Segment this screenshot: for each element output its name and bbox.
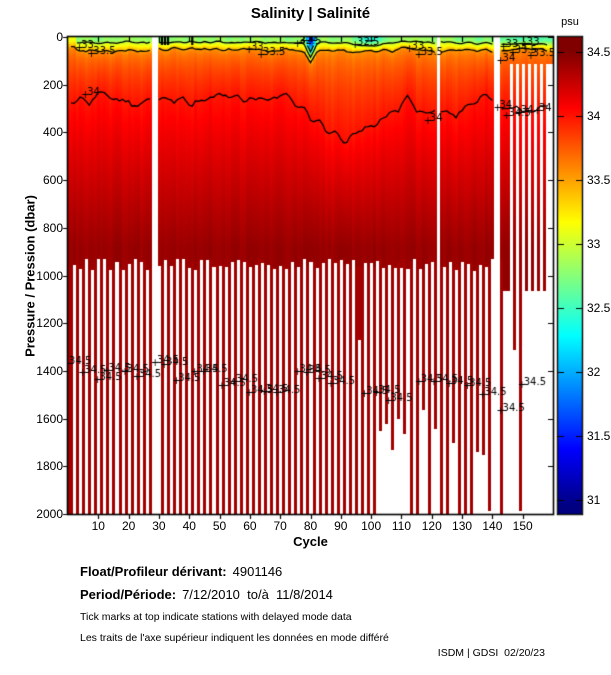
x-tick-label: 50 [212, 519, 227, 533]
colorbar-tick-label: 31 [587, 493, 601, 507]
period-value: 7/12/2010 to/à 11/8/2014 [182, 587, 333, 602]
colorbar-tick-label: 31.5 [587, 429, 611, 443]
x-tick-label: 100 [361, 519, 382, 533]
y-tick-label: 2000 [36, 507, 63, 521]
x-tick-label: 140 [482, 519, 503, 533]
x-tick-label: 110 [391, 519, 411, 533]
x-tick-label: 120 [421, 519, 442, 533]
x-axis-label: Cycle [293, 534, 328, 549]
credit-stamp: ISDM | GDSI 02/20/23 [437, 647, 545, 659]
x-tick-label: 20 [121, 519, 136, 533]
colorbar-tick-label: 34 [587, 109, 601, 123]
x-tick-label: 10 [91, 519, 105, 533]
delayed-mode-note-fr: Les traits de l'axe supérieur indiquent les données en mode différé [80, 632, 389, 644]
x-tick-label: 70 [273, 519, 287, 533]
delayed-mode-note-en: Tick marks at top indicate stations with delayed mode data [80, 611, 352, 623]
x-tick-label: 130 [452, 519, 473, 533]
x-tick-label: 60 [243, 519, 257, 533]
x-tick-label: 90 [334, 519, 348, 533]
y-tick-label: 1600 [36, 411, 63, 426]
float-id-line [80, 564, 282, 579]
float-id-label: Float/Profileur dérivant: [80, 564, 227, 579]
colorbar-tick-label: 32.5 [587, 301, 611, 315]
x-tick-label: 150 [512, 519, 533, 533]
colorbar-tick-label: 33.5 [587, 173, 611, 187]
y-tick-label: 1200 [36, 316, 63, 331]
x-tick-label: 40 [182, 519, 196, 533]
y-tick-label: 1000 [36, 268, 63, 283]
x-tick-label: 30 [152, 519, 166, 533]
y-tick-label: 800 [42, 220, 63, 235]
colorbar-tick-label: 34.5 [587, 45, 611, 59]
y-tick-label: 0 [56, 30, 63, 44]
y-tick-label: 200 [42, 77, 63, 92]
y-axis-label: Pressure / Pression (dbar) [22, 194, 37, 357]
y-tick-label: 1400 [36, 363, 63, 378]
period-line [80, 587, 333, 602]
x-tick-label: 80 [303, 519, 318, 533]
colorbar-tick-label: 33 [587, 237, 601, 251]
y-tick-label: 1800 [36, 459, 63, 474]
float-id-value: 4901146 [232, 564, 283, 579]
y-tick-label: 400 [42, 125, 63, 140]
colorbar-tick-label: 32 [587, 365, 601, 379]
period-label: Period/Période: [80, 587, 177, 602]
y-tick-label: 600 [42, 173, 63, 188]
